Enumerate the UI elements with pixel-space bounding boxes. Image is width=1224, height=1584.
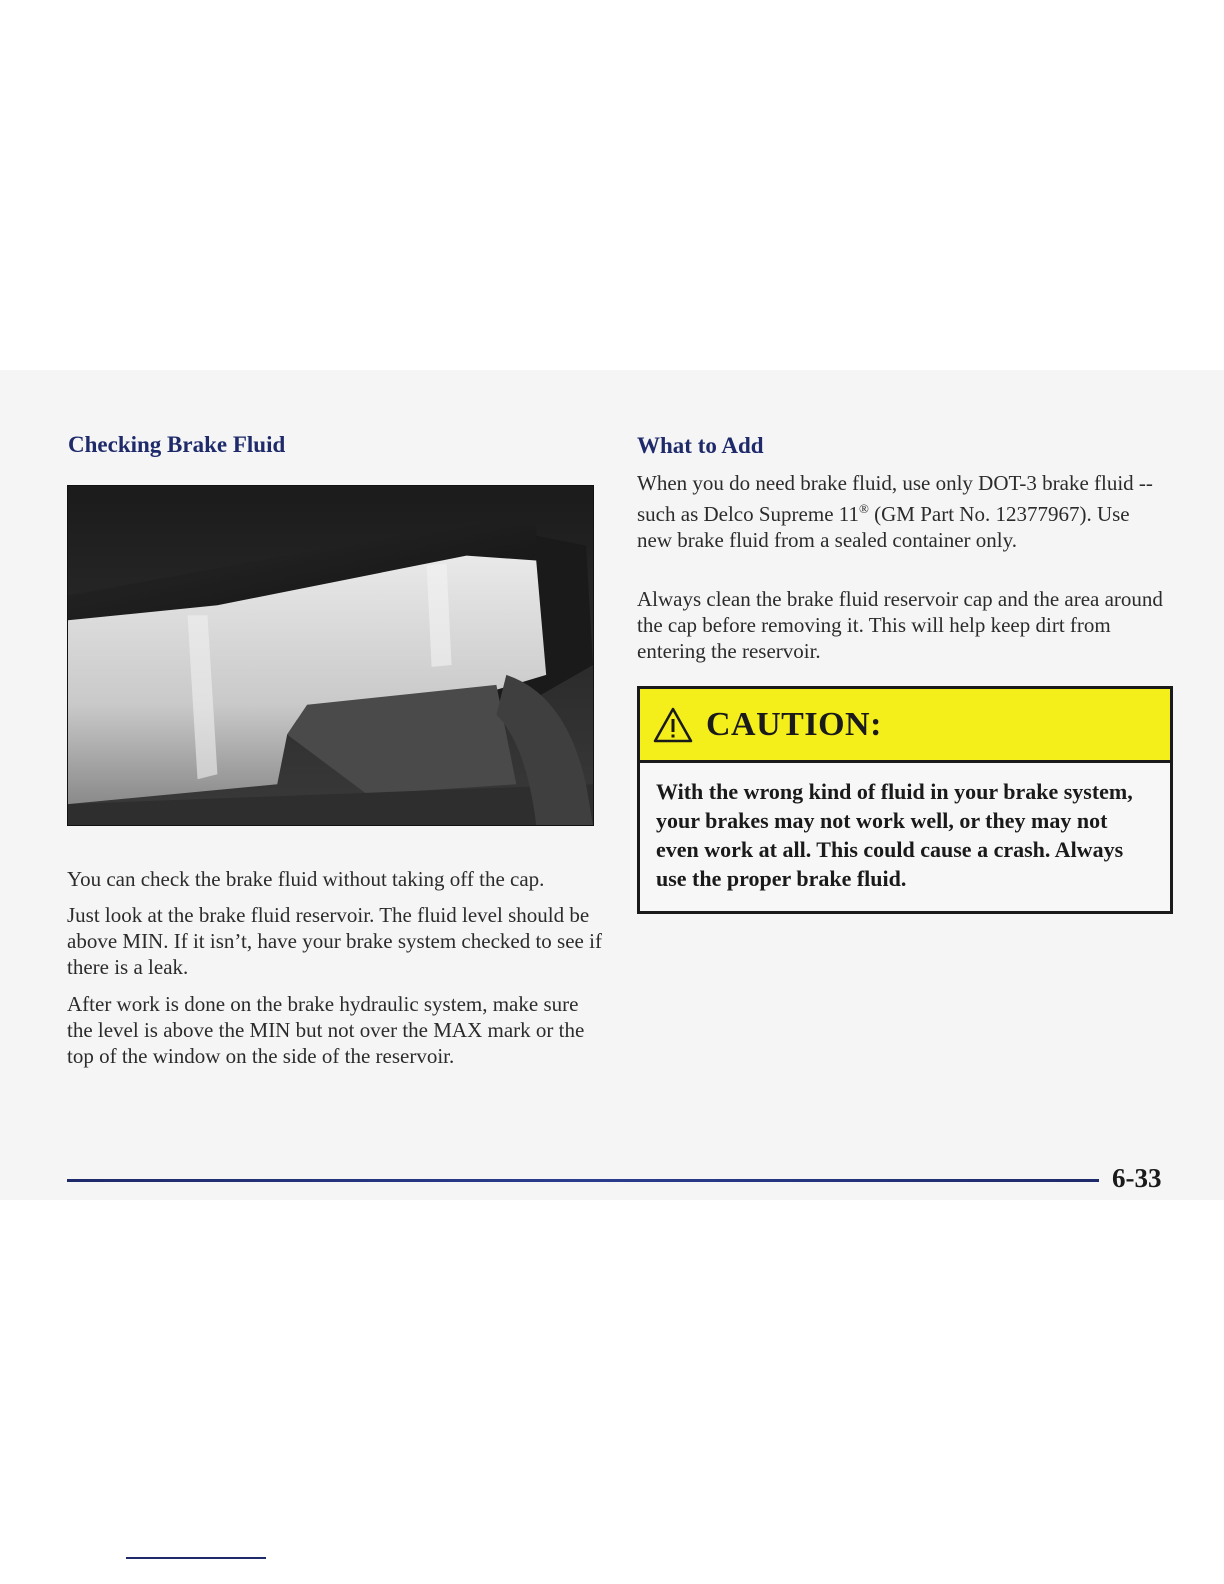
bottom-rule: [126, 1557, 266, 1559]
paragraph-after-work: After work is done on the brake hydraulic system, make sure the level is above the MIN but not over the MAX mark or the top of the window on the side of the reservoir.: [67, 992, 585, 1068]
paragraph-clean-cap: Always clean the brake fluid reservoir cap and the area around the cap before removing it. This will help keep dirt from entering the reservoir.: [637, 587, 1163, 663]
registered-mark: ®: [859, 501, 869, 516]
paragraph-dot3-fluid: [637, 470, 1162, 553]
caution-header: [640, 689, 1170, 763]
paragraph-look-at-reservoir: Just look at the brake fluid reservoir. The fluid level should be above MIN. If it isn’t, have your brake system checked to see if there is a leak.: [67, 903, 602, 979]
caution-text: With the wrong kind of fluid in your brake system, your brakes may not work well, or they may not even work at all. This could cause a crash. Always use the proper brake fluid.: [656, 779, 1133, 891]
section-heading-what-to-add: What to Add: [637, 433, 764, 458]
section-heading-checking: Checking Brake Fluid: [68, 432, 286, 457]
dot3-text-start: When you do need brake fluid, use only DOT-3 brake fluid -- such as Delco Supreme 11: [637, 471, 1153, 526]
caution-box: [637, 686, 1173, 914]
paragraph-check-without-cap: You can check the brake fluid without taking off the cap.: [67, 867, 545, 891]
caution-title: CAUTION:: [706, 705, 882, 743]
dot3-text-end: (GM Part No. 12377967). Use new brake fluid from a sealed container only.: [637, 502, 1130, 552]
reservoir-illustration: [68, 486, 593, 825]
page-number: 6-33: [1112, 1163, 1162, 1193]
warning-triangle-icon: [652, 706, 694, 744]
footer-rule: [67, 1179, 1099, 1182]
brake-reservoir-photo: [67, 485, 594, 826]
